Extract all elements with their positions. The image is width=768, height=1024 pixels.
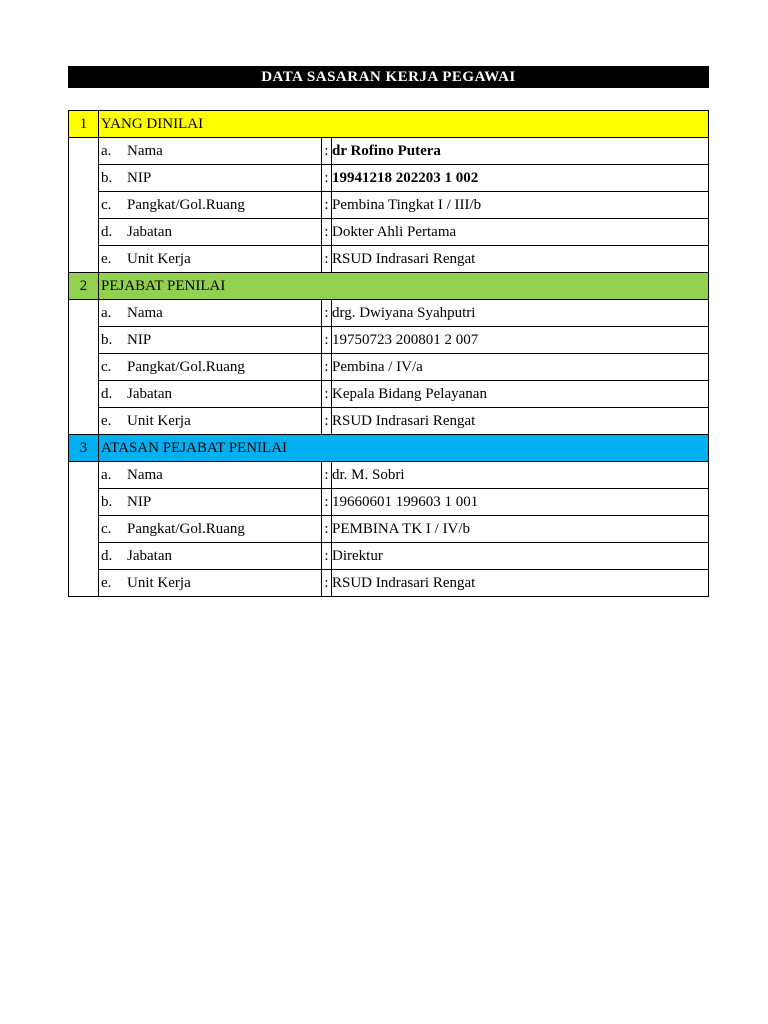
field-colon: :	[322, 165, 332, 192]
field-letter: c.	[101, 196, 112, 213]
field-letter: a.	[101, 304, 112, 321]
field-label-cell	[99, 570, 322, 597]
section-number: 3	[69, 435, 99, 462]
field-label-cell	[99, 489, 322, 516]
table-row	[69, 138, 709, 165]
field-value: Direktur	[332, 543, 709, 570]
field-label-cell	[99, 381, 322, 408]
field-letter: b.	[101, 331, 113, 348]
field-colon: :	[322, 300, 332, 327]
field-colon: :	[322, 246, 332, 273]
field-letter: c.	[101, 358, 112, 375]
page-title: DATA SASARAN KERJA PEGAWAI	[68, 66, 709, 88]
field-letter: e.	[101, 574, 112, 591]
field-letter: a.	[101, 142, 112, 159]
field-label: NIP	[127, 493, 152, 510]
field-label-cell	[99, 246, 322, 273]
field-label: Nama	[127, 466, 163, 483]
field-colon: :	[322, 408, 332, 435]
field-label: Pangkat/Gol.Ruang	[127, 196, 245, 213]
section-heading: ATASAN PEJABAT PENILAI	[99, 435, 709, 462]
field-label-cell	[99, 543, 322, 570]
field-label: NIP	[127, 169, 152, 186]
field-label: Nama	[127, 142, 163, 159]
section-number: 1	[69, 111, 99, 138]
field-colon: :	[322, 543, 332, 570]
field-value: RSUD Indrasari Rengat	[332, 246, 709, 273]
field-colon: :	[322, 381, 332, 408]
section-heading: YANG DINILAI	[99, 111, 709, 138]
table-row	[69, 516, 709, 543]
field-label-cell	[99, 354, 322, 381]
field-value: dr. M. Sobri	[332, 462, 709, 489]
field-value: RSUD Indrasari Rengat	[332, 570, 709, 597]
field-letter: b.	[101, 169, 113, 186]
field-label: NIP	[127, 331, 152, 348]
table-row	[69, 327, 709, 354]
field-label: Jabatan	[127, 385, 172, 402]
section-header	[69, 273, 709, 300]
field-label-cell	[99, 462, 322, 489]
table-row	[69, 570, 709, 597]
field-label-cell	[99, 219, 322, 246]
field-colon: :	[322, 354, 332, 381]
field-label-cell	[99, 408, 322, 435]
field-label-cell	[99, 138, 322, 165]
employee-data-table	[68, 110, 709, 597]
field-label: Unit Kerja	[127, 250, 191, 267]
table-row	[69, 246, 709, 273]
field-letter: a.	[101, 466, 112, 483]
section-indent-cell	[69, 138, 99, 273]
field-label-cell	[99, 192, 322, 219]
field-label: Nama	[127, 304, 163, 321]
table-row	[69, 192, 709, 219]
field-letter: e.	[101, 412, 112, 429]
field-label: Pangkat/Gol.Ruang	[127, 520, 245, 537]
field-letter: c.	[101, 520, 112, 537]
field-value: 19941218 202203 1 002	[332, 165, 709, 192]
field-letter: d.	[101, 223, 113, 240]
field-colon: :	[322, 516, 332, 543]
field-label: Pangkat/Gol.Ruang	[127, 358, 245, 375]
table-row	[69, 408, 709, 435]
field-colon: :	[322, 489, 332, 516]
section-indent-cell	[69, 300, 99, 435]
field-label: Jabatan	[127, 223, 172, 240]
section-indent-cell	[69, 462, 99, 597]
section-heading: PEJABAT PENILAI	[99, 273, 709, 300]
table-row	[69, 354, 709, 381]
field-value: PEMBINA TK I / IV/b	[332, 516, 709, 543]
section-header	[69, 111, 709, 138]
field-colon: :	[322, 138, 332, 165]
field-value: 19660601 199603 1 001	[332, 489, 709, 516]
field-letter: d.	[101, 385, 113, 402]
table-row	[69, 300, 709, 327]
field-value: drg. Dwiyana Syahputri	[332, 300, 709, 327]
field-label: Jabatan	[127, 547, 172, 564]
field-letter: d.	[101, 547, 113, 564]
field-colon: :	[322, 462, 332, 489]
section-number: 2	[69, 273, 99, 300]
field-value: RSUD Indrasari Rengat	[332, 408, 709, 435]
field-value: dr Rofino Putera	[332, 138, 709, 165]
field-label-cell	[99, 165, 322, 192]
field-letter: b.	[101, 493, 113, 510]
table-row	[69, 219, 709, 246]
field-value: Kepala Bidang Pelayanan	[332, 381, 709, 408]
field-colon: :	[322, 570, 332, 597]
table-row	[69, 489, 709, 516]
table-row	[69, 462, 709, 489]
field-label-cell	[99, 516, 322, 543]
table-row	[69, 543, 709, 570]
field-value: 19750723 200801 2 007	[332, 327, 709, 354]
table-row	[69, 381, 709, 408]
table-row	[69, 165, 709, 192]
field-value: Pembina Tingkat I / III/b	[332, 192, 709, 219]
field-value: Pembina / IV/a	[332, 354, 709, 381]
field-colon: :	[322, 192, 332, 219]
field-value: Dokter Ahli Pertama	[332, 219, 709, 246]
field-label-cell	[99, 300, 322, 327]
field-colon: :	[322, 327, 332, 354]
field-colon: :	[322, 219, 332, 246]
field-label-cell	[99, 327, 322, 354]
field-label: Unit Kerja	[127, 574, 191, 591]
section-header	[69, 435, 709, 462]
field-letter: e.	[101, 250, 112, 267]
field-label: Unit Kerja	[127, 412, 191, 429]
